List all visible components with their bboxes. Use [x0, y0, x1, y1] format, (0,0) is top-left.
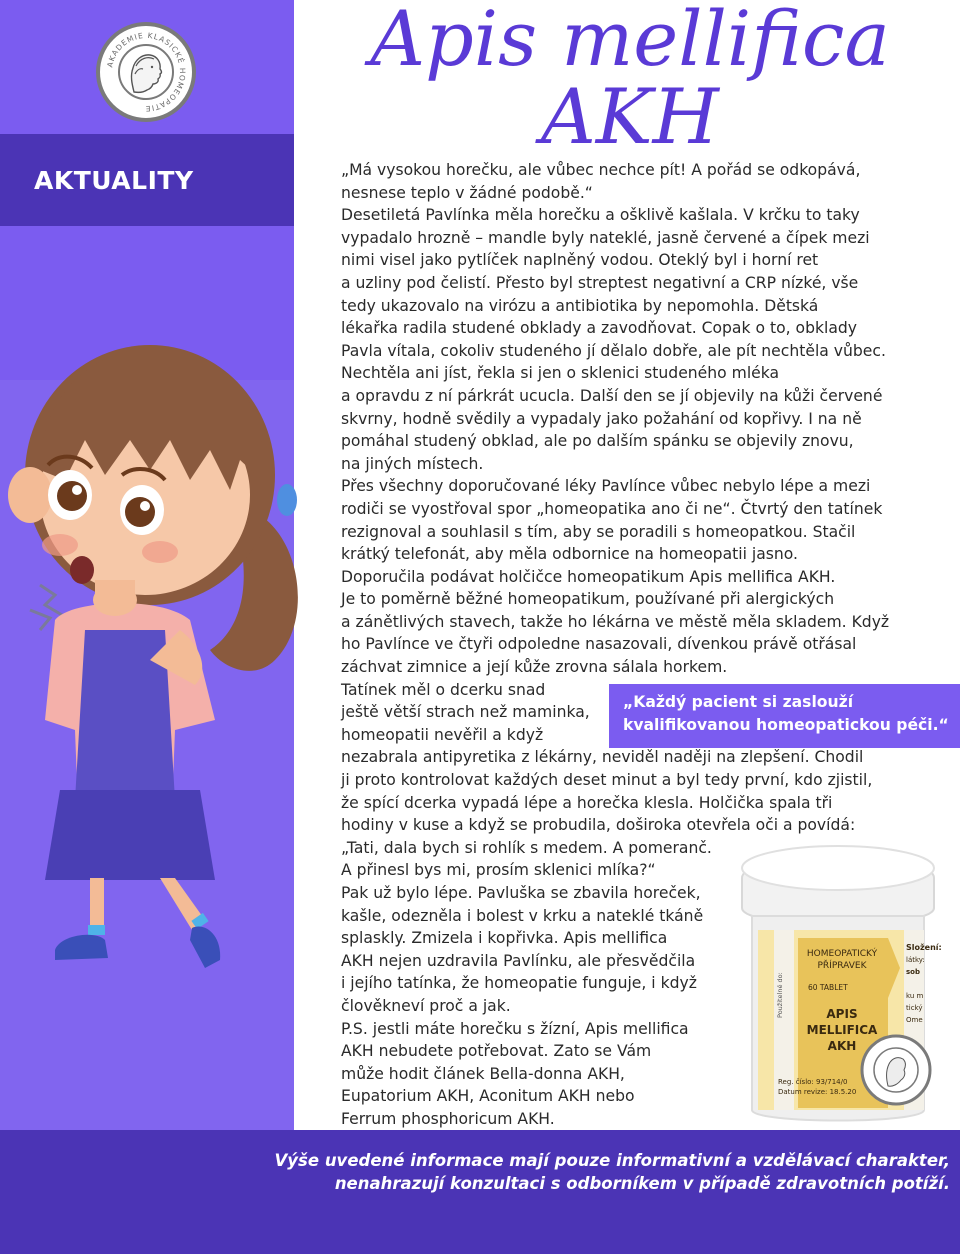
article-line: Je to poměrně běžné homeopatikum, používané při alergických	[341, 590, 835, 609]
product-side-line-2: sob	[906, 968, 920, 976]
article-line: A přinesl bys mi, prosím sklenici mlíka?“	[341, 861, 656, 880]
article-line: na jiných místech.	[341, 454, 484, 473]
title-line-2: AKH	[541, 72, 719, 161]
page-title	[300, 0, 960, 161]
product-name-line-2: MELLIFICA	[806, 1023, 878, 1037]
article-line: AKH nebudete potřebovat. Zato se Vám	[341, 1042, 652, 1061]
product-reg: Reg. číslo: 93/714/0	[778, 1078, 848, 1086]
product-label-line-2: PŘÍPRAVEK	[817, 961, 867, 971]
article-line: P.S. jestli máte horečku s žízní, Apis mellifica	[341, 1019, 689, 1038]
product-expiry: Použitelné do:	[776, 972, 784, 1018]
article-line: krátký telefonát, aby měla odbornice na homeopatii jasno.	[341, 545, 798, 564]
article-line: člověkneví proč a jak.	[341, 996, 511, 1015]
product-side-line-5: Ome	[906, 1016, 923, 1024]
product-name-line-1: APIS	[826, 1007, 858, 1021]
logo-emblem	[100, 26, 192, 118]
article-line: Doporučila podávat holčičce homeopatikum Apis mellifica AKH.	[341, 567, 836, 586]
academy-logo	[96, 22, 196, 122]
article-line: a opravdu z ní párkrát ucucla. Další den se jí objevily na kůži červené	[341, 386, 883, 405]
article-line: Ferrum phosphoricum AKH.	[341, 1109, 555, 1128]
article-line: lékařka radila studené obklady a zavodňovat. Copak o to, obklady	[341, 319, 858, 338]
article-line: tedy ukazovalo na virózu a antibiotika by nepomohla. Dětská	[341, 296, 819, 315]
article-line: skvrny, hodně svědily a vypadaly jako požahání od kopřivy. I na ně	[341, 409, 862, 428]
section-label: AKTUALITY	[34, 166, 194, 195]
footer-line-2: nenahrazují konzultaci s odborníkem v případě zdravotních potíží.	[334, 1174, 950, 1193]
article-line: homeopatii nevěřil a když	[341, 725, 544, 744]
footer-disclaimer	[275, 1149, 950, 1195]
article-line: hodiny v kuse a když se probudila, doširoka otevřela oči a povídá:	[341, 816, 856, 835]
logo-ring-text: AKADEMIE KLASICKÉ HOMEOPATIE	[105, 30, 188, 114]
pull-quote	[623, 691, 949, 737]
article-line: Pak už bylo lépe. Pavluška se zbavila horeček,	[341, 884, 701, 902]
article-line: nimi visel jako pytlíček naplněný vodou. Oteklý byl i horní ret	[341, 251, 819, 270]
article-line: rodiči se vyostřoval spor „homeopatika ano či ne“. Čtvrtý den tatínek	[341, 499, 883, 518]
product-side-line-1: látky:	[906, 956, 925, 964]
article-line: pomáhal studený obklad, ale po dalším spánku se objevily znovu,	[341, 432, 854, 451]
product-name-line-3: AKH	[827, 1039, 857, 1053]
product-bottle-image	[738, 838, 942, 1128]
article-line: může hodit článek Bella-donna AKH,	[341, 1064, 625, 1083]
article-line: „Má vysokou horečku, ale vůbec nechce pít! A pořád se odkopává,	[341, 161, 861, 179]
article-line: že spící dcerka vypadá lépe a horečka klesla. Holčička spala tři	[341, 793, 833, 812]
article-line: ho Pavlínce ve čtyři odpoledne nasazovali, dívenkou právě otřásal	[341, 635, 857, 654]
article-line: Nechtěla ani jíst, řekla si jen o sklenici studeného mléka	[341, 364, 780, 383]
article-line: Desetiletá Pavlínka měla horečku a ošklivě kašlala. V krčku to taky	[341, 206, 860, 225]
article-line: a zánětlivých stavech, takže ho lékárna ve městě měla skladem. Když	[341, 612, 890, 631]
article-line: Pavla vítala, cokoliv studeného jí dělalo dobře, ale pít nechtěla vůbec.	[341, 341, 886, 360]
article-line: AKH nejen uzdravila Pavlínku, ale přesvědčila	[341, 951, 696, 970]
article-line: Eupatorium AKH, Aconitum AKH nebo	[341, 1087, 635, 1106]
sick-girl-illustration	[0, 300, 294, 1000]
article-line: rezignoval a souhlasil s tím, aby se poradili s homeopatkou. Stačil	[341, 522, 856, 541]
article-line: i jejího tatínka, že homeopatie funguje, i když	[341, 974, 697, 993]
product-side-title: Složení:	[906, 943, 942, 952]
article-line: Tatínek měl o dcerku snad	[341, 680, 546, 699]
article-line: Přes všechny doporučované léky Pavlínce vůbec nebylo lépe a mezi	[341, 477, 871, 496]
product-label-line-1: HOMEOPATICKÝ	[806, 949, 878, 959]
article-line: ještě větší strach než maminka,	[341, 703, 590, 722]
pull-quote-line-2: kvalifikovanou homeopatickou péči.“	[623, 716, 949, 734]
product-revision: Datum revize: 18.5.20	[778, 1088, 857, 1096]
footer-line-1: Výše uvedené informace mají pouze informativní a vzdělávací charakter,	[274, 1151, 950, 1170]
product-count: 60 TABLET	[808, 983, 848, 992]
article-line: kašle, odezněla i bolest v krku a nateklé tkáně	[341, 906, 704, 925]
article-line: splaskly. Zmizela i kopřivka. Apis mellifica	[341, 929, 668, 948]
pull-quote-line-1: „Každý pacient si zaslouží	[623, 693, 854, 711]
article-line: ji proto kontrolovat každých deset minut a byl tedy první, kdo zjistil,	[341, 771, 873, 790]
article-line: a uzliny pod čelistí. Přesto byl streptest negativní a CRP nízké, vše	[341, 273, 859, 292]
article-line: „Tati, dala bych si rohlík s medem. A pomeranč.	[341, 838, 712, 857]
article-line: nezabrala antipyretika z lékárny, neviděl naději na zlepšení. Chodil	[341, 748, 864, 767]
article-line: nesnese teplo v žádné podobě.“	[341, 183, 593, 202]
product-side-line-4: tický	[906, 1004, 923, 1012]
article-line: vypadalo hrozně – mandle byly nateklé, jasně červené a čípek mezi	[341, 228, 870, 247]
article-line: záchvat zimnice a její kůže zrovna sálala horkem.	[341, 658, 728, 677]
title-line-1: Apis mellifica	[370, 0, 890, 83]
product-side-line-3: ku m	[906, 992, 924, 1000]
